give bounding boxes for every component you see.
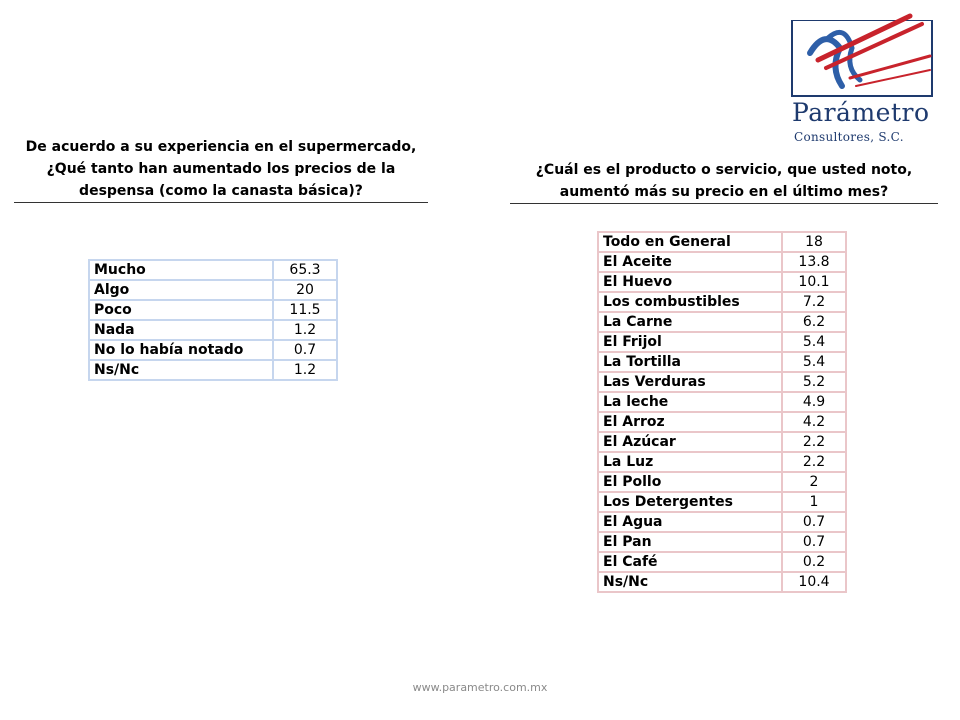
table-row (89, 260, 337, 280)
row-value: 20 (273, 280, 337, 300)
row-value: 13.8 (782, 252, 846, 272)
row-value: 0.7 (273, 340, 337, 360)
table-row (598, 412, 846, 432)
logo-mark-icon (790, 8, 940, 98)
row-value: 5.4 (782, 332, 846, 352)
row-label: La leche (598, 392, 782, 412)
row-label: Ns/Nc (89, 360, 273, 380)
table-row (598, 352, 846, 372)
table-row (598, 272, 846, 292)
table-row (598, 312, 846, 332)
table-row (89, 300, 337, 320)
right-question-title: ¿Cuál es el producto o servicio, que usted noto, aumentó más su precio en el último mes? (510, 159, 938, 204)
table-row (598, 332, 846, 352)
table-row (89, 340, 337, 360)
logo-name: Parámetro (792, 98, 930, 127)
logo-subtitle: Consultores, S.C. (794, 130, 904, 144)
left-results-table (88, 259, 338, 381)
row-label: Todo en General (598, 232, 782, 252)
row-label: No lo había notado (89, 340, 273, 360)
row-value: 7.2 (782, 292, 846, 312)
row-value: 1.2 (273, 360, 337, 380)
row-label: El Frijol (598, 332, 782, 352)
row-label: El Pan (598, 532, 782, 552)
table-row (598, 452, 846, 472)
row-value: 1 (782, 492, 846, 512)
row-label: El Pollo (598, 472, 782, 492)
row-label: El Aceite (598, 252, 782, 272)
footer-url[interactable]: www.parametro.com.mx (412, 681, 548, 694)
row-label: Los combustibles (598, 292, 782, 312)
row-label: La Tortilla (598, 352, 782, 372)
row-value: 5.4 (782, 352, 846, 372)
row-value: 1.2 (273, 320, 337, 340)
table-row (598, 572, 846, 592)
row-label: Nada (89, 320, 273, 340)
parametro-logo (790, 8, 940, 142)
row-label: El Agua (598, 512, 782, 532)
row-label: El Huevo (598, 272, 782, 292)
row-value: 11.5 (273, 300, 337, 320)
table-row (89, 320, 337, 340)
table-row (598, 492, 846, 512)
table-row (598, 252, 846, 272)
table-row (598, 512, 846, 532)
table-row (598, 552, 846, 572)
table-row (89, 280, 337, 300)
row-value: 18 (782, 232, 846, 252)
row-value: 2 (782, 472, 846, 492)
table-row (89, 360, 337, 380)
row-value: 5.2 (782, 372, 846, 392)
row-value: 0.7 (782, 512, 846, 532)
table-row (598, 372, 846, 392)
row-label: Algo (89, 280, 273, 300)
row-label: La Carne (598, 312, 782, 332)
table-row (598, 392, 846, 412)
row-label: Mucho (89, 260, 273, 280)
row-value: 0.2 (782, 552, 846, 572)
left-question-title: De acuerdo a su experiencia en el supermercado, ¿Qué tanto han aumentado los precios de la despensa (como la canasta básica)? (14, 136, 428, 203)
row-label: El Café (598, 552, 782, 572)
row-label: El Arroz (598, 412, 782, 432)
row-label: Ns/Nc (598, 572, 782, 592)
right-results-table (597, 231, 847, 593)
table-row (598, 532, 846, 552)
table-row (598, 232, 846, 252)
row-label: El Azúcar (598, 432, 782, 452)
row-value: 10.4 (782, 572, 846, 592)
row-label: Los Detergentes (598, 492, 782, 512)
table-row (598, 432, 846, 452)
row-value: 2.2 (782, 452, 846, 472)
table-row (598, 292, 846, 312)
row-value: 2.2 (782, 432, 846, 452)
row-value: 0.7 (782, 532, 846, 552)
row-value: 6.2 (782, 312, 846, 332)
row-label: La Luz (598, 452, 782, 472)
row-label: Las Verduras (598, 372, 782, 392)
row-value: 4.2 (782, 412, 846, 432)
table-row (598, 472, 846, 492)
row-label: Poco (89, 300, 273, 320)
row-value: 4.9 (782, 392, 846, 412)
row-value: 10.1 (782, 272, 846, 292)
row-value: 65.3 (273, 260, 337, 280)
